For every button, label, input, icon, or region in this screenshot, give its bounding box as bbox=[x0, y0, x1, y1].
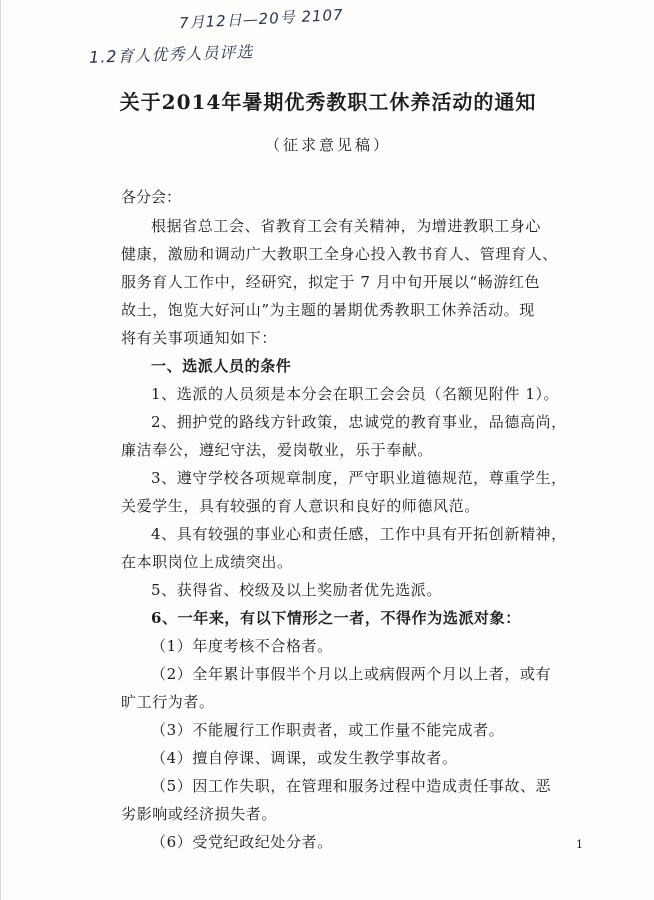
exclusion-item: （2）全年累计事假半个月以上或病假两个月以上者，或有 bbox=[151, 665, 552, 683]
exclusion-item: （3）不能履行工作职责者，或工作量不能完成者。 bbox=[151, 721, 505, 739]
page-number: 1 bbox=[576, 838, 583, 851]
condition-item: 5、获得省、校级及以上奖励者优先选派。 bbox=[151, 581, 442, 599]
exclusion-item: （6）受党纪政纪处分者。 bbox=[151, 833, 333, 851]
exclusion-item: （1）年度考核不合格者。 bbox=[151, 637, 333, 655]
exclusion-item: （4）擅自停课、调课，或发生教学事故者。 bbox=[151, 749, 458, 767]
exclusion-item-continued: 旷工行为者。 bbox=[121, 693, 215, 711]
document-title: 关于2014年暑期优秀教职工休养活动的通知 bbox=[119, 90, 537, 114]
condition-item-continued: 在本职岗位上成绩突出。 bbox=[121, 553, 293, 571]
condition-item-continued: 廉洁奉公，遵纪守法，爱岗敬业，乐于奉献。 bbox=[121, 441, 434, 459]
condition-item: 3、遵守学校各项规章制度，严守职业道德规范，尊重学生， bbox=[151, 469, 567, 487]
handwritten-date-note: 7月12日—20号 2107 bbox=[178, 5, 345, 33]
intro-line: 根据省总工会、省教育工会有关精神，为增进教职工身心 bbox=[151, 217, 542, 235]
intro-line: 将有关事项通知如下： bbox=[121, 329, 278, 347]
exclusion-item: （5）因工作失职，在管理和服务过程中造成责任事故、恶 bbox=[151, 777, 552, 795]
document-subtitle: （征求意见稿） bbox=[264, 136, 391, 154]
condition-item-exclusions: 6、一年来，有以下情形之一者，不得作为选派对象： bbox=[151, 609, 521, 627]
salutation: 各分会： bbox=[121, 188, 182, 206]
intro-line: 健康，激励和调动广大教职工全身心投入教书育人、管理育人、 bbox=[121, 245, 558, 263]
condition-item: 2、拥护党的路线方针政策，忠诚党的教育事业，品德高尚， bbox=[151, 413, 567, 431]
exclusion-item-continued: 劣影响或经济损失者。 bbox=[121, 805, 278, 823]
intro-line: 服务育人工作中，经研究，拟定于 7 月中旬开展以“畅游红色 bbox=[121, 273, 541, 291]
handwritten-margin-note: 1.2育人优秀人员评选 bbox=[88, 42, 254, 67]
intro-line: 故土，饱览大好河山”为主题的暑期优秀教职工休养活动。现 bbox=[121, 301, 535, 319]
condition-item: 1、选派的人员须是本分会在职工会会员（名额见附件 1）。 bbox=[151, 385, 560, 403]
condition-item: 4、具有较强的事业心和责任感，工作中具有开拓创新精神， bbox=[151, 525, 567, 543]
condition-item-continued: 关爱学生，具有较强的育人意识和良好的师德风范。 bbox=[121, 497, 480, 515]
section-heading: 一、选派人员的条件 bbox=[151, 357, 292, 375]
